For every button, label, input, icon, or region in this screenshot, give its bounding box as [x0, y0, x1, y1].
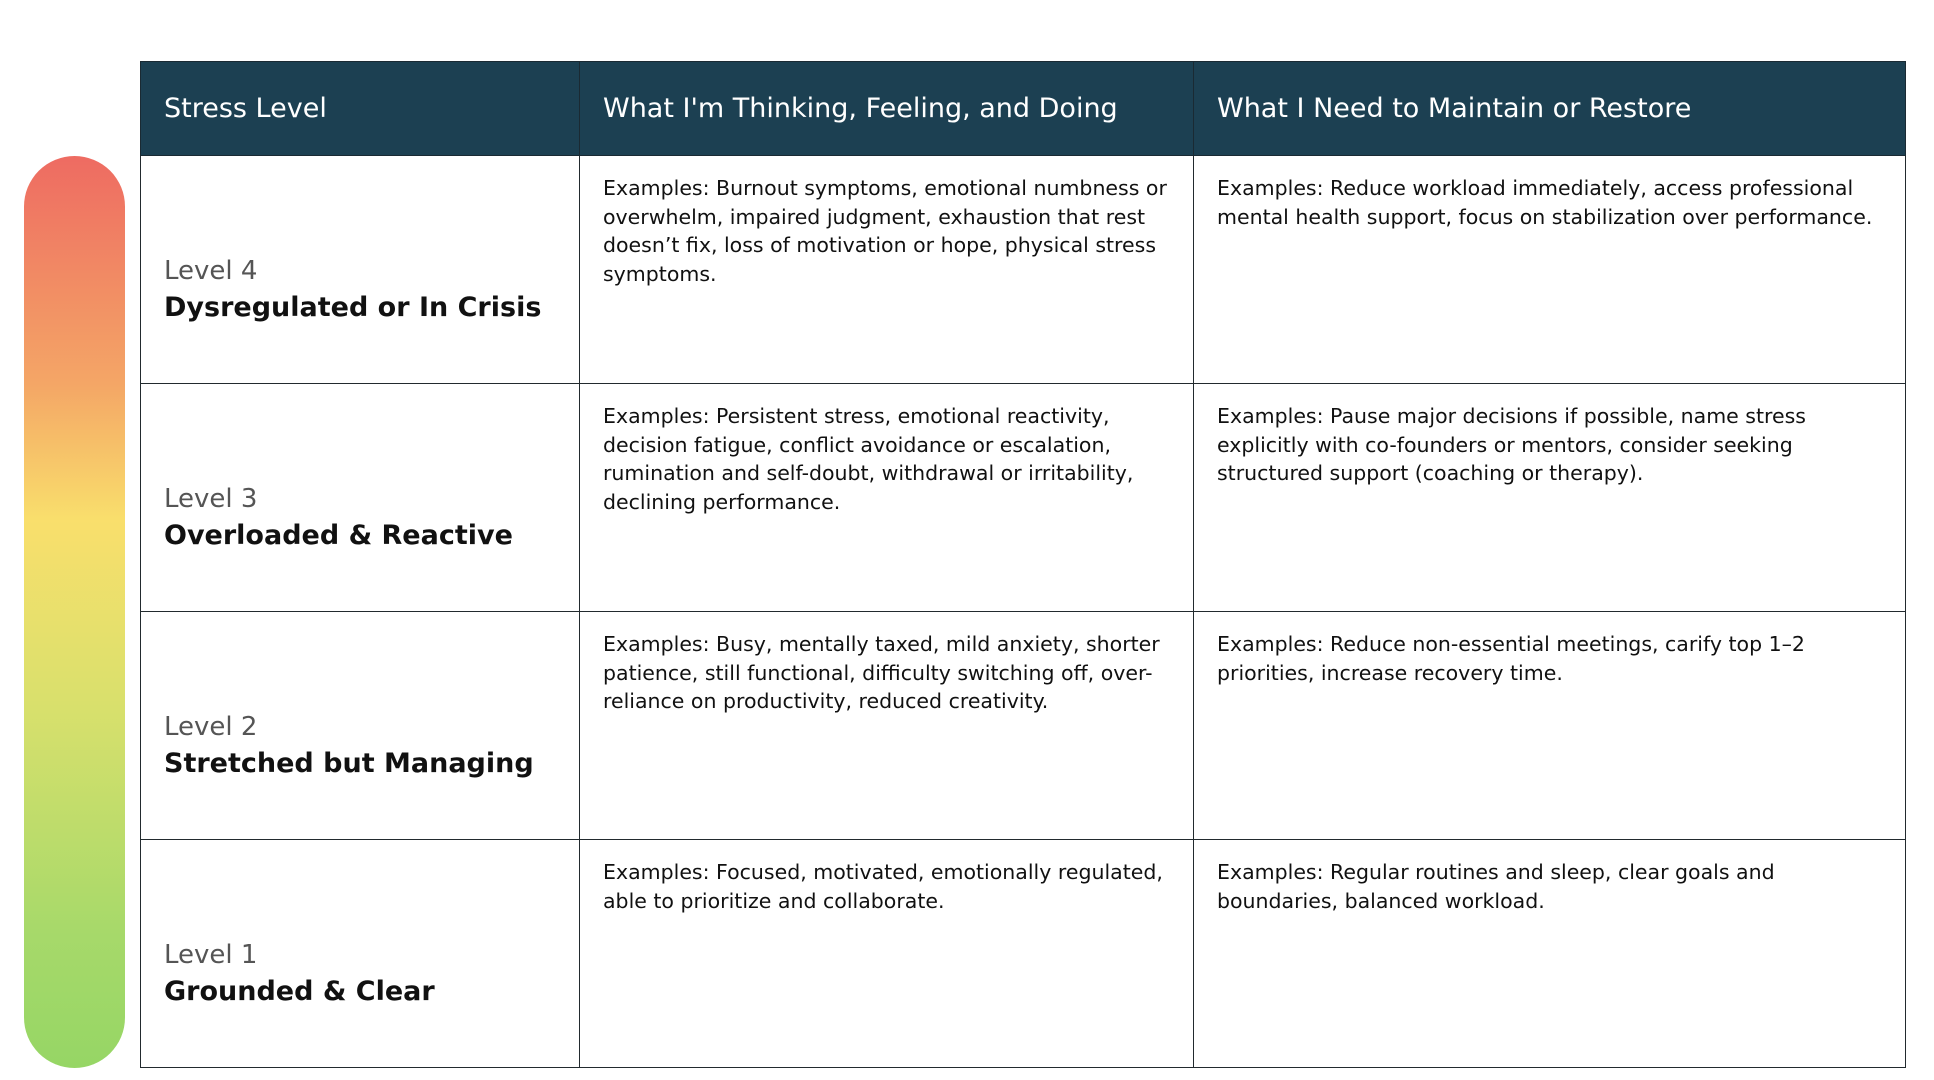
level-cell [141, 840, 580, 1068]
header-maintain-restore: What I Need to Maintain or Restore [1194, 62, 1906, 156]
needs-cell: Examples: Pause major decisions if possible, name stress explicitly with co-founders or mentors, consider seeking structured support (coaching or therapy). [1194, 384, 1906, 612]
level-name: Grounded & Clear [164, 975, 435, 1007]
header-thinking-feeling-doing: What I'm Thinking, Feeling, and Doing [580, 62, 1194, 156]
level-name: Dysregulated or In Crisis [164, 291, 542, 323]
stress-level-table [140, 61, 1906, 1068]
table-row-level-1 [141, 840, 1906, 1068]
level-cell [141, 156, 580, 384]
table-header-row [141, 62, 1906, 156]
thinking-cell: Examples: Persistent stress, emotional reactivity, decision fatigue, conflict avoidance or escalation, rumination and self-doubt, withdrawal or irritability, declining performance. [580, 384, 1194, 612]
level-number: Level 3 [164, 483, 258, 514]
level-name: Stretched but Managing [164, 747, 534, 779]
thinking-cell: Examples: Busy, mentally taxed, mild anxiety, shorter patience, still functional, difficulty switching off, over-reliance on productivity, reduced creativity. [580, 612, 1194, 840]
level-cell [141, 612, 580, 840]
needs-cell: Examples: Reduce workload immediately, access professional mental health support, focus on stabilization over performance. [1194, 156, 1906, 384]
thinking-cell: Examples: Focused, motivated, emotionally regulated, able to prioritize and collaborate. [580, 840, 1194, 1068]
header-stress-level: Stress Level [141, 62, 580, 156]
table-row-level-3 [141, 384, 1906, 612]
table-row-level-4 [141, 156, 1906, 384]
level-name: Overloaded & Reactive [164, 519, 513, 551]
needs-cell: Examples: Reduce non-essential meetings, carify top 1–2 priorities, increase recovery time. [1194, 612, 1906, 840]
thinking-cell: Examples: Burnout symptoms, emotional numbness or overwhelm, impaired judgment, exhaustion that rest doesn’t fix, loss of motivation or hope, physical stress symptoms. [580, 156, 1194, 384]
level-number: Level 1 [164, 939, 258, 970]
level-number: Level 4 [164, 255, 258, 286]
stress-gradient-bar [24, 156, 125, 1068]
table-row-level-2 [141, 612, 1906, 840]
level-cell [141, 384, 580, 612]
needs-cell: Examples: Regular routines and sleep, clear goals and boundaries, balanced workload. [1194, 840, 1906, 1068]
level-number: Level 2 [164, 711, 258, 742]
